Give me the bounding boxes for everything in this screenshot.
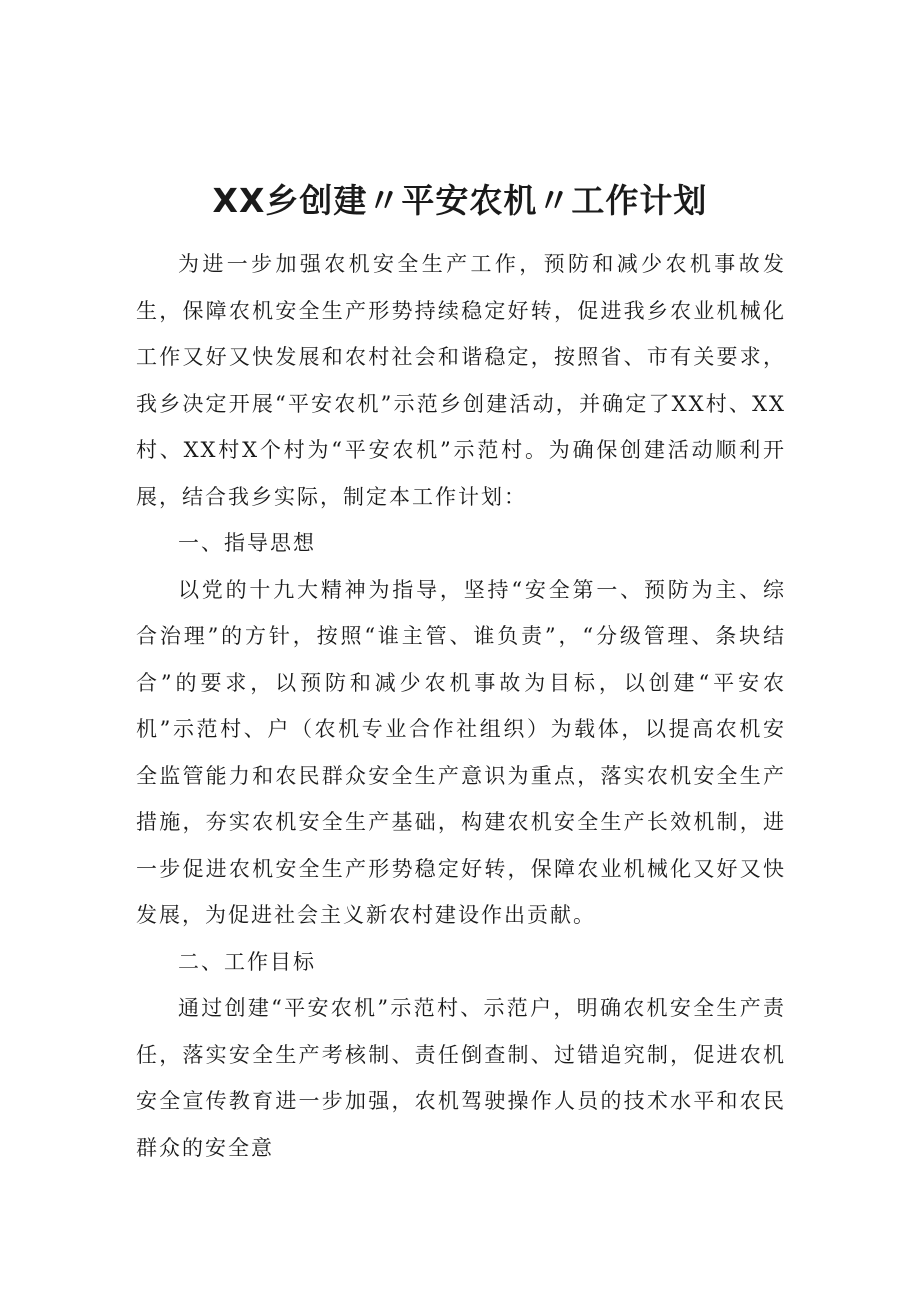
document-title: XX乡创建〃平安农机〃工作计划 (212, 181, 708, 220)
guiding-ideology-paragraph: 以党的十九大精神为指导，坚持“安全第一、预防为主、综合治理”的方针，按照“谁主管、谁负责”，“分级管理、条块结合”的要求，以预防和减少农机事故为目标，以创建“平安农机”示范村、户（农机专业合作社组织）为载体，以提高农机安全监管能力和农民群众安全生产意识为重点，落实农机安全生产措施，夯实农机安全生产基础，构建农机安全生产长效机制，进一步促进农机安全生产形势稳定好转，保障农业机械化又好又快发展，为促进社会主义新农村建设作出贡献。 (136, 577, 786, 927)
intro-paragraph: 为进一步加强农机安全生产工作，预防和减少农机事故发生，保障农机安全生产形势持续稳定好转，促进我乡农业机械化工作又好又快发展和农村社会和谐稳定，按照省、市有关要求，我乡决定开展“平安农机”示范乡创建活动，并确定了XX村、XX村、XX村X个村为“平安农机”示范村。为确保创建活动顺利开展，结合我乡实际，制定本工作计划： (136, 252, 786, 509)
document-body (136, 241, 786, 1171)
work-goals-paragraph: 通过创建“平安农机”示范村、示范户，明确农机安全生产责任，落实安全生产考核制、责任倒查制、过错追究制，促进农机安全宣传教育进一步加强，农机驾驶操作人员的技术水平和农民群众的安全意 (136, 996, 786, 1160)
section-heading-work-goals: 二、工作目标 (178, 949, 316, 974)
section-heading-guiding-ideology: 一、指导思想 (178, 531, 316, 555)
